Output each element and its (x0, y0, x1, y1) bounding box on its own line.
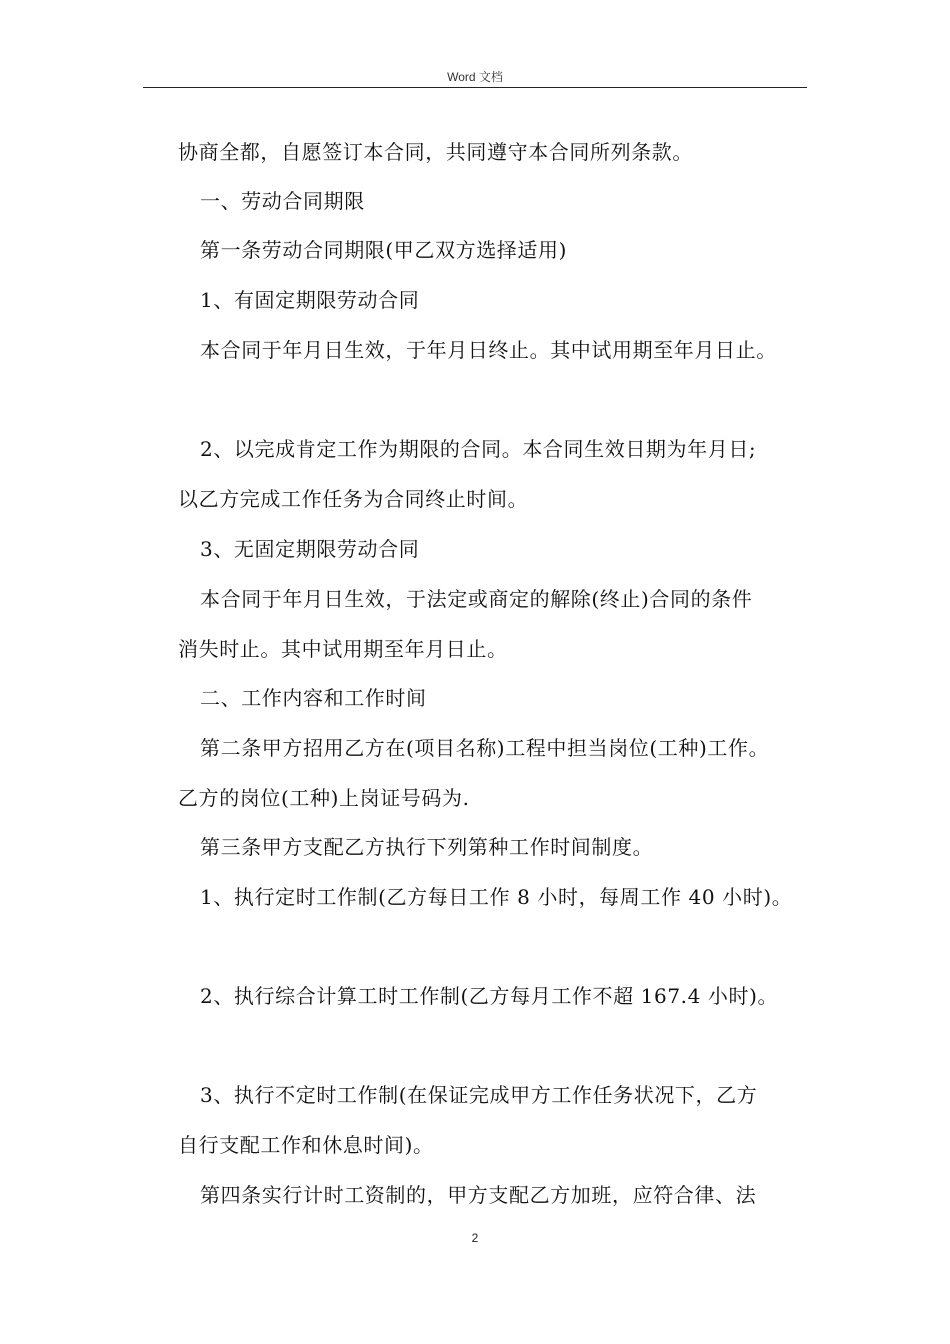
body-line: 本合同于年月日生效，于法定或商定的解除(终止)合同的条件 (200, 587, 753, 611)
body-line: 第四条实行计时工资制的，甲方支配乙方加班，应符合律、法 (200, 1183, 757, 1207)
body-line: 以乙方完成工作任务为合同终止时间。 (178, 487, 529, 511)
body-line: 1、有固定期限劳动合同 (200, 288, 420, 312)
body-line: 消失时止。其中试用期至年月日止。 (178, 637, 508, 661)
body-line: 乙方的岗位(工种)上岗证号码为. (178, 786, 470, 810)
body-line: 自行支配工作和休息时间)。 (178, 1133, 434, 1157)
body-line: 3、无固定期限劳动合同 (200, 537, 420, 561)
body-line: 第三条甲方支配乙方执行下列第种工作时间制度。 (200, 835, 654, 859)
section-heading: 一、劳动合同期限 (200, 189, 365, 213)
body-line: 1、执行定时工作制(乙方每日工作 8 小时，每周工作 40 小时)。 (200, 885, 793, 909)
body-line: 2、执行综合计算工时工作制(乙方每月工作不超 167.4 小时)。 (200, 984, 779, 1008)
section-heading: 二、工作内容和工作时间 (200, 686, 427, 710)
body-line: 3、执行不定时工作制(在保证完成甲方工作任务状况下，乙方 (200, 1083, 758, 1107)
body-line: 2、以完成肯定工作为期限的合同。本合同生效日期为年月日; (200, 437, 757, 461)
body-line: 协商全都，自愿签订本合同，共同遵守本合同所列条款。 (178, 140, 693, 164)
page-number: 2 (471, 1231, 479, 1245)
page-header-label: Word 文档 (447, 70, 503, 84)
body-line: 第二条甲方招用乙方在(项目名称)工程中担当岗位(工种)工作。 (200, 736, 770, 760)
body-line: 第一条劳动合同期限(甲乙双方选择适用) (200, 238, 568, 262)
body-line: 本合同于年月日生效，于年月日终止。其中试用期至年月日止。 (200, 338, 777, 362)
header-divider (143, 87, 807, 88)
